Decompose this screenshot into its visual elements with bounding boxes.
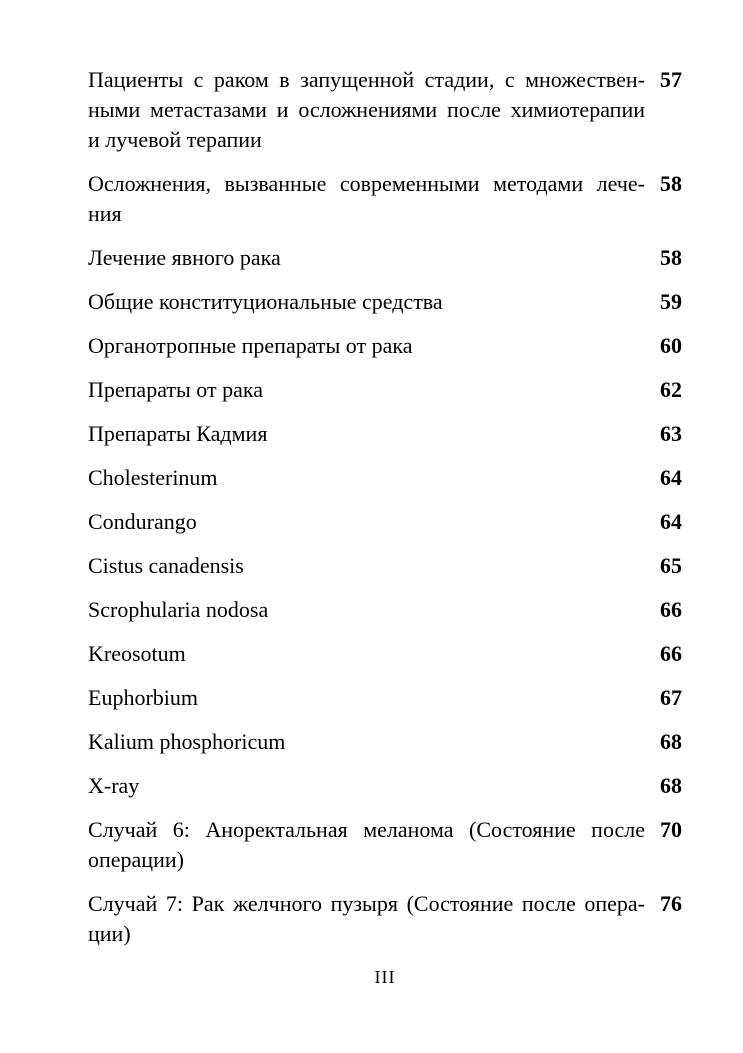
toc-entry-line: Препараты Кадмия (88, 421, 268, 446)
toc-entry-title (88, 65, 645, 155)
toc-entry-title (88, 375, 645, 405)
toc-entry-line: Случай 7: Рак желчного пузыря (Состояние после опера- (88, 891, 645, 916)
toc-entry-page: 70 (660, 817, 682, 842)
toc-entry-title (88, 639, 645, 669)
toc-entry-line: Cholesterinum (88, 465, 218, 490)
toc-entry-line: Органотропные препараты от рака (88, 333, 413, 358)
page-footer (88, 966, 682, 988)
toc-entry-title (88, 727, 645, 757)
toc-entry-page: 66 (660, 597, 682, 622)
toc-entry-page: 65 (660, 553, 682, 578)
toc-entry (88, 287, 682, 317)
toc-entry-page: 62 (660, 377, 682, 402)
toc-entry-line: Лечение явного рака (88, 245, 281, 270)
toc-entry-title (88, 815, 645, 875)
toc-entry-title (88, 683, 645, 713)
toc-entry (88, 551, 682, 581)
toc-entry-line: Cistus canadensis (88, 553, 244, 578)
toc-entry (88, 243, 682, 273)
toc-entry-title (88, 507, 645, 537)
toc-entry-page: 67 (660, 685, 682, 710)
toc-entry-page: 64 (660, 509, 682, 534)
toc-entry-title (88, 463, 645, 493)
toc-entry-page: 58 (660, 171, 682, 196)
toc-entry (88, 169, 682, 229)
toc-entry-page: 60 (660, 333, 682, 358)
toc-entry-title (88, 243, 645, 273)
toc-entry-title (88, 889, 645, 949)
toc-entry (88, 727, 682, 757)
toc-list (88, 65, 682, 963)
toc-entry-line: Случай 6: Аноректальная меланома (Состояние после (88, 817, 645, 842)
toc-entry (88, 375, 682, 405)
toc-entry-line: ции) (88, 921, 131, 946)
toc-entry (88, 639, 682, 669)
toc-entry-page: 58 (660, 245, 682, 270)
toc-entry-page: 59 (660, 289, 682, 314)
toc-entry-page: 64 (660, 465, 682, 490)
toc-entry-line: X-ray (88, 773, 140, 798)
toc-entry (88, 65, 682, 155)
toc-entry-page: 66 (660, 641, 682, 666)
toc-entry-line: Euphorbium (88, 685, 198, 710)
toc-entry (88, 507, 682, 537)
toc-entry-line: операции) (88, 847, 184, 872)
toc-entry-title (88, 551, 645, 581)
toc-entry-line: и лучевой терапии (88, 127, 262, 152)
toc-entry-line: ными метастазами и осложнениями после химиотерапии (88, 97, 645, 122)
toc-entry (88, 419, 682, 449)
toc-entry-page: 76 (660, 891, 682, 916)
toc-entry (88, 683, 682, 713)
toc-entry-line: Kreosotum (88, 641, 186, 666)
toc-entry-title (88, 595, 645, 625)
toc-entry (88, 815, 682, 875)
toc-entry-line: Kalium phosphoricum (88, 729, 286, 754)
toc-entry-line: ния (88, 201, 122, 226)
toc-entry (88, 771, 682, 801)
toc-entry-page: 68 (660, 729, 682, 754)
toc-entry-title (88, 771, 645, 801)
toc-entry-title (88, 331, 645, 361)
toc-entry-page: 57 (660, 67, 682, 92)
toc-entry-page: 68 (660, 773, 682, 798)
toc-entry-line: Scrophularia nodosa (88, 597, 269, 622)
toc-entry (88, 595, 682, 625)
toc-entry-line: Condurango (88, 509, 197, 534)
toc-entry (88, 463, 682, 493)
toc-entry-page: 63 (660, 421, 682, 446)
page-number: III (374, 967, 396, 987)
toc-entry-line: Осложнения, вызванные современными методами лече- (88, 171, 645, 196)
toc-entry (88, 331, 682, 361)
toc-entry-line: Общие конституциональные средства (88, 289, 443, 314)
toc-entry-title (88, 287, 645, 317)
toc-entry-line: Пациенты с раком в запущенной стадии, с множествен- (88, 67, 645, 92)
toc-entry-title (88, 169, 645, 229)
toc-entry-line: Препараты от рака (88, 377, 263, 402)
toc-entry-title (88, 419, 645, 449)
toc-entry (88, 889, 682, 949)
